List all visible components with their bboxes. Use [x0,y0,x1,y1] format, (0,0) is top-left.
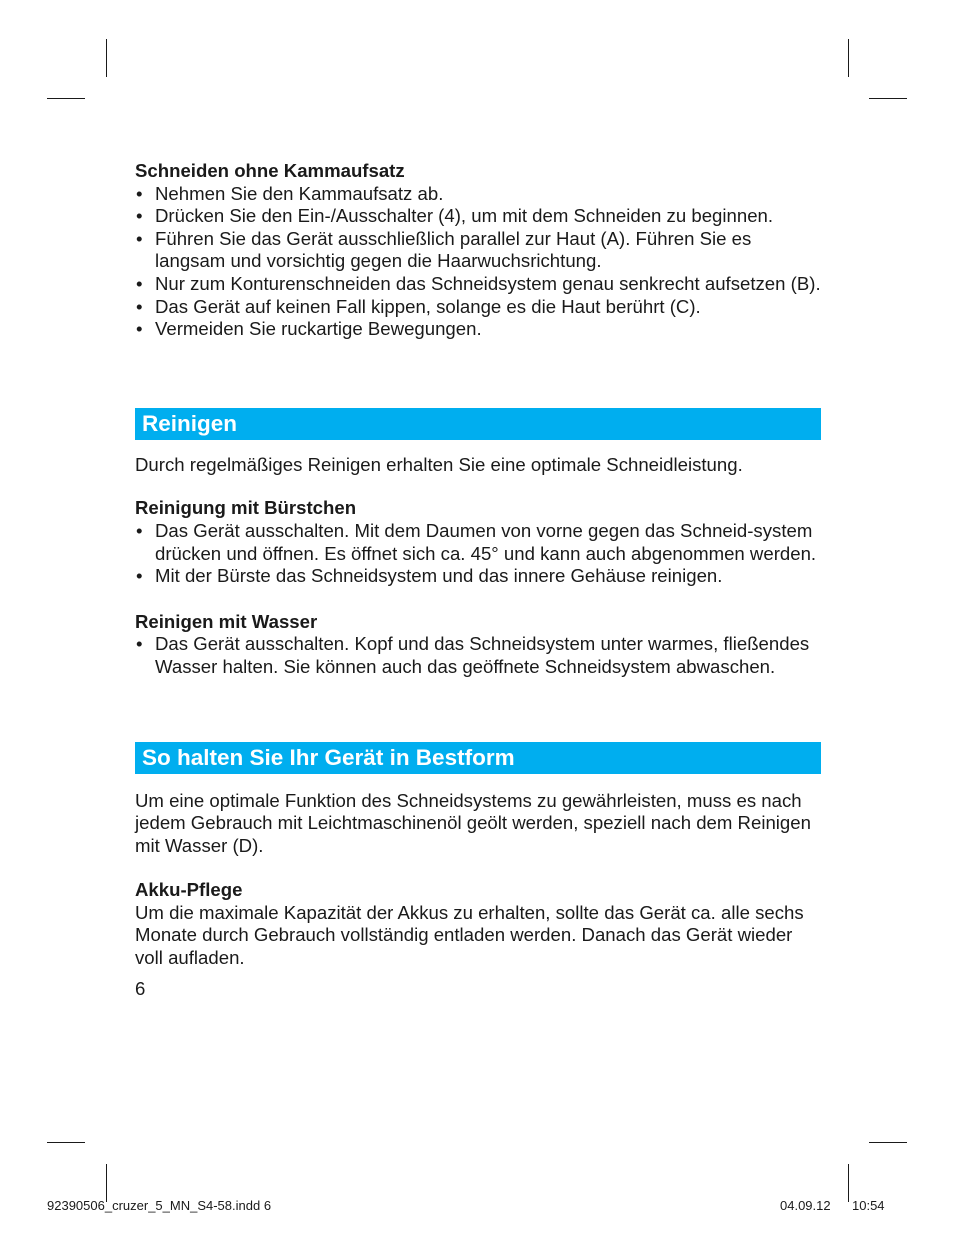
bullet-list [135,633,821,678]
bullet-icon: • [136,182,143,204]
bullet-icon: • [136,519,143,541]
list-item [135,273,821,296]
footer-filename: 92390506_cruzer_5_MN_S4-58.indd 6 [47,1198,272,1213]
bullet-icon: • [136,633,143,655]
crop-mark [106,1164,107,1202]
paragraph: Um eine optimale Funktion des Schneidsystems zu gewährleisten, muss es nach jedem Gebrauch mit Leichtmaschinenöl geölt werden, speziell nach dem Reinigen mit Wasser (D). [135,789,811,856]
list-item [135,318,821,341]
bullet-list [135,183,821,341]
section-heading: Reinigen mit Wasser [135,610,318,632]
section-title-bestform: So halten Sie Ihr Gerät in Bestform [135,742,821,774]
list-item [135,520,821,565]
list-item [135,183,821,206]
crop-mark [848,39,849,77]
bullet-icon: • [136,227,143,249]
list-item [135,633,821,678]
section-title-reinigen: Reinigen [135,408,821,440]
list-item-text: Das Gerät ausschalten. Kopf und das Schneidsystem unter warmes, fließendes Wasser halten. Sie können auch das geöffnete Schneidsystem abwaschen. [155,633,810,677]
list-item [135,565,821,588]
crop-mark [869,1142,907,1143]
footer-time: 10:54 [852,1198,885,1213]
list-item [135,228,821,273]
paragraph: Um die maximale Kapazität der Akkus zu erhalten, sollte das Gerät ca. alle sechs Monate durch Gebrauch vollständig entladen werden. Danach das Gerät wieder voll aufladen. [135,901,804,969]
paragraph: Durch regelmäßiges Reinigen erhalten Sie eine optimale Schneidleistung. [135,453,743,475]
crop-mark [47,1142,85,1143]
list-item [135,205,821,228]
list-item-text: Drücken Sie den Ein-/Ausschalter (4), um mit dem Schneiden zu beginnen. [155,205,774,227]
bullet-icon: • [136,318,143,340]
list-item-text: Das Gerät auf keinen Fall kippen, solange es die Haut berührt (C). [155,295,701,317]
section-heading: Schneiden ohne Kammaufsatz [135,160,405,181]
bullet-icon: • [136,272,143,294]
section-heading: Reinigung mit Bürstchen [135,497,357,519]
list-item-text: Nehmen Sie den Kammaufsatz ab. [155,182,444,204]
list-item-text: Das Gerät ausschalten. Mit dem Daumen von vorne gegen das Schneid-system drücken und öffnen. Es öffnet sich ca. 45° und kann auch abgenommen werden. [155,519,817,564]
bullet-list [135,520,821,588]
list-item-text: Nur zum Konturenschneiden das Schneidsystem genau senkrecht aufsetzen (B). [155,272,821,294]
list-item-text: Vermeiden Sie ruckartige Bewegungen. [155,318,482,340]
page-content [135,160,821,1000]
list-item-text: Führen Sie das Gerät ausschließlich parallel zur Haut (A). Führen Sie es langsam und vorsichtig gegen die Haarwuchsrichtung. [155,227,752,272]
crop-mark [848,1164,849,1202]
crop-mark [106,39,107,77]
list-item [135,296,821,319]
page-number: 6 [135,977,146,999]
section-heading: Akku-Pflege [135,879,243,901]
crop-mark [869,98,907,99]
bullet-icon: • [136,565,143,587]
bullet-icon: • [136,205,143,227]
crop-mark [47,98,85,99]
footer-date: 04.09.12 [780,1198,831,1213]
list-item-text: Mit der Bürste das Schneidsystem und das innere Gehäuse reinigen. [155,565,723,587]
bullet-icon: • [136,295,143,317]
